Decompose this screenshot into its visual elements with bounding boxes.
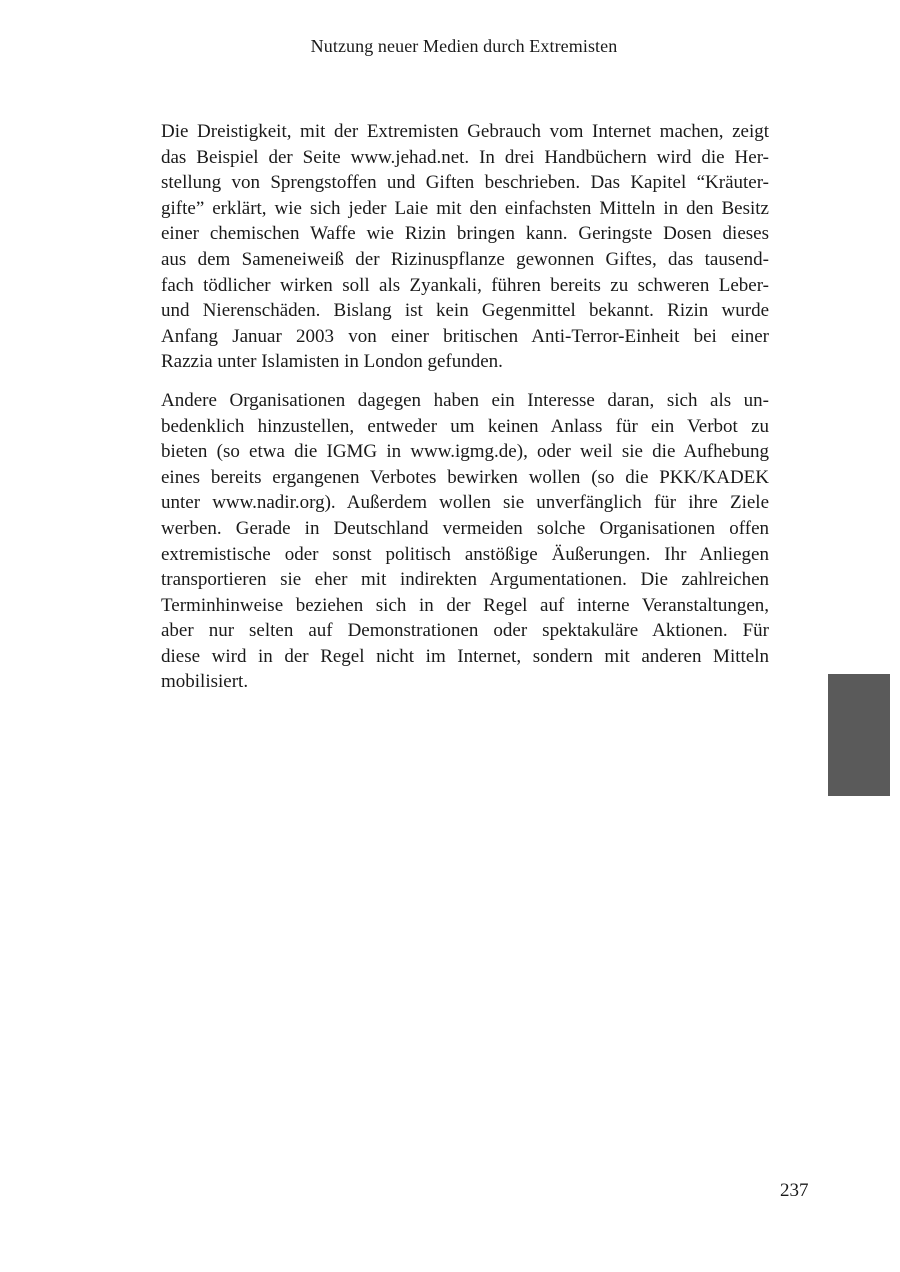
- paragraph-1: [161, 119, 769, 375]
- text-line: gifte” erklärt, wie sich jeder Laie mit den einfachsten Mitteln in den Besitz: [161, 197, 769, 219]
- paragraph-2: [161, 388, 769, 695]
- text-line: und Nierenschäden. Bislang ist kein Gegenmittel bekannt. Rizin wurde: [161, 300, 769, 322]
- text-line: einer chemischen Waffe wie Rizin bringen kann. Geringste Dosen dieses: [161, 223, 769, 245]
- text-line: Anfang Januar 2003 von einer britischen Anti-Terror-Einheit bei einer: [161, 325, 769, 347]
- text-line: unter www.nadir.org). Außerdem wollen sie unverfänglich für ihre Ziele: [161, 492, 769, 514]
- running-header: Nutzung neuer Medien durch Extremisten: [310, 36, 618, 56]
- text-line: bieten (so etwa die IGMG in www.igmg.de), oder weil sie die Aufhebung: [161, 441, 769, 463]
- text-line: extremistische oder sonst politisch anstößige Äußerungen. Ihr Anliegen: [161, 543, 769, 565]
- text-line: stellung von Sprengstoffen und Giften beschrieben. Das Kapitel “Kräuter-: [161, 172, 769, 194]
- text-line: werben. Gerade in Deutschland vermeiden solche Organisationen offen: [161, 517, 769, 539]
- text-line: Die Dreistigkeit, mit der Extremisten Gebrauch vom Internet machen, zeigt: [161, 121, 769, 142]
- text-line: bedenklich hinzustellen, entweder um keinen Anlass für ein Verbot zu: [161, 415, 769, 437]
- text-line: aus dem Sameneiweiß der Rizinuspflanze gewonnen Giftes, das tausend-: [161, 248, 769, 270]
- text-line: Andere Organisationen dagegen haben ein Interesse daran, sich als un-: [161, 389, 769, 411]
- text-line: Razzia unter Islamisten in London gefunden.: [161, 351, 503, 373]
- body-text: [161, 119, 769, 708]
- text-line: transportieren sie eher mit indirekten Argumentationen. Die zahlreichen: [161, 569, 769, 591]
- text-line: mobilisiert.: [161, 671, 249, 693]
- text-line: Terminhinweise beziehen sich in der Regel auf interne Veranstaltungen,: [161, 594, 769, 616]
- text-line: aber nur selten auf Demonstrationen oder spektakuläre Aktionen. Für: [161, 620, 769, 642]
- chapter-thumb-tab: [828, 674, 890, 796]
- text-line: das Beispiel der Seite www.jehad.net. In drei Handbüchern wird die Her-: [161, 146, 769, 168]
- text-line: fach tödlicher wirken soll als Zyankali, führen bereits zu schweren Leber-: [161, 274, 769, 296]
- text-line: diese wird in der Regel nicht im Internet, sondern mit anderen Mitteln: [161, 645, 769, 667]
- text-line: eines bereits ergangenen Verbotes bewirken wollen (so die PKK/KADEK: [161, 466, 769, 488]
- page-number: 237: [780, 1180, 809, 1201]
